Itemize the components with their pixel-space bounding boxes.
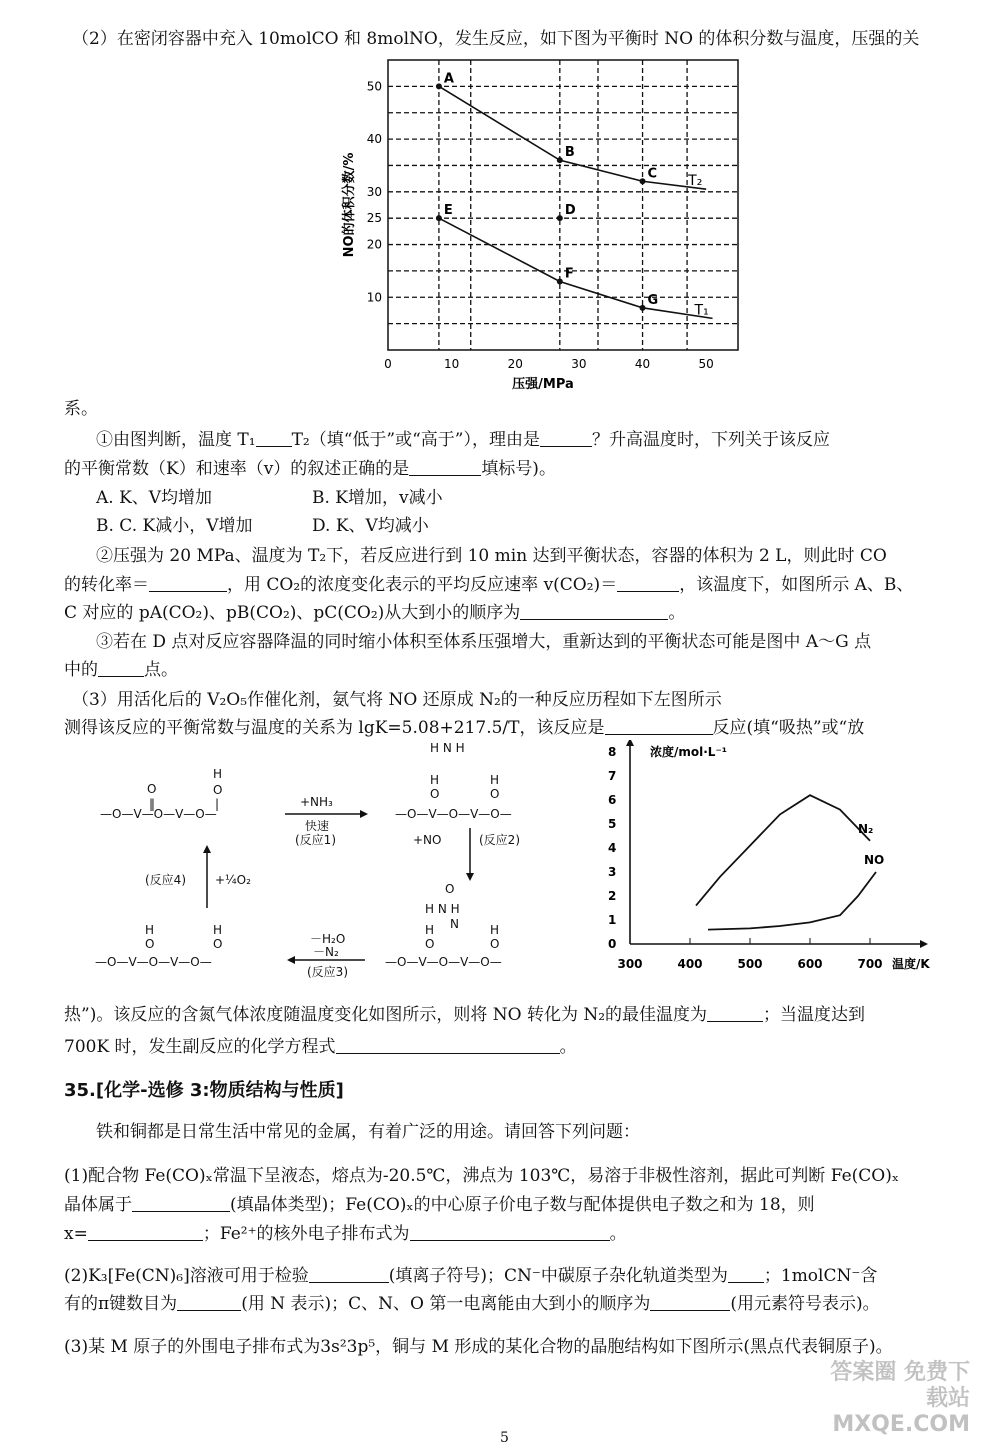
y-tick-label: 6 (608, 793, 617, 807)
q2-ii3b-text: 。 (668, 603, 686, 623)
answer-blank[interactable] (256, 430, 292, 447)
q35-p2a-text: (2)K₃[Fe(CN)₆]溶液可用于检验 (64, 1266, 309, 1286)
q35-p1e-text: ；Fe²⁺的核外电子排布式为 (202, 1224, 410, 1244)
label-r2: (反应2) (479, 833, 520, 847)
y-tick-label: 10 (366, 290, 382, 305)
data-point (436, 215, 442, 221)
q3-line3a-text: 热”)。该反应的含氮气体浓度随温度变化如图所示，则将 NO 转化为 N₂的最佳温度为 (64, 1005, 708, 1025)
label-r3: (反应3) (307, 965, 348, 978)
y-tick-label: 1 (608, 913, 617, 927)
q2-iii2a-text: 中的 (64, 660, 98, 680)
q35-p1d-text: x= (64, 1224, 88, 1244)
q3-line2b-text: 反应(填“吸热”或“放 (712, 718, 865, 738)
x-axis-arrow (920, 940, 928, 948)
label-r1: (反应1) (295, 833, 336, 847)
o-atom: O (213, 783, 223, 797)
q35-p1c-text: (填晶体类型)；Fe(CO)ₓ的中心原子价电子数与配体提供电子数之和为 18，则 (230, 1195, 815, 1215)
answer-blank[interactable] (540, 430, 592, 447)
label-n2: －N₂ (313, 945, 339, 959)
y-tick-label: 3 (608, 865, 617, 879)
y-tick-label: 25 (366, 211, 382, 226)
watermark-logo: 答案圈 免费下载站 MXQE.COM (830, 1360, 970, 1437)
q2-iii2b-text: 点。 (144, 660, 178, 680)
option-c: B. C. K减小，V增加 (96, 516, 253, 536)
answer-blank[interactable] (617, 575, 679, 592)
q2-cont: 系。 (64, 399, 98, 419)
q35-p2c-text: ；1molCN⁻含 (763, 1266, 878, 1286)
label-h2o: －H₂O (310, 932, 346, 946)
h-atom: H (490, 923, 500, 937)
q2-ii1-line: ②压强为 20 MPa、温度为 T₂下，若反应进行到 10 min 达到平衡状态，容器的体积为 2 L，则此时 CO (96, 546, 887, 566)
series-line (708, 872, 876, 930)
answer-blank[interactable] (728, 1266, 764, 1283)
page-number: 5 (500, 1430, 509, 1446)
y-tick-label: 20 (366, 237, 382, 252)
point-label: A (443, 71, 454, 87)
o-atom: O (490, 787, 500, 801)
q35-p1-line3 (64, 1223, 627, 1245)
q2-i1b-text: T₂（填“低于”或“高于”），理由是 (291, 430, 540, 450)
data-point (640, 305, 646, 311)
q3-line4a-text: 700K 时，发生副反应的化学方程式 (64, 1037, 336, 1057)
answer-blank[interactable] (149, 575, 227, 592)
data-point (557, 157, 563, 163)
q3-line3b-text: ；当温度达到 (763, 1005, 866, 1025)
oxo-group: O (147, 782, 157, 796)
label-fast: 快速 (305, 819, 330, 833)
o-atom: O (213, 937, 223, 951)
option-d: D. K、V均减小 (312, 516, 429, 536)
label-r4: (反应4) (145, 873, 186, 887)
n-atom: N (450, 917, 459, 931)
x-axis-label: 压强/MPa (512, 377, 574, 392)
y-tick-label: 0 (608, 937, 617, 951)
q35-p2f-text: (用元素符号表示)。 (730, 1294, 880, 1314)
point-label: C (647, 166, 658, 182)
concentration-chart (590, 740, 955, 975)
x-tick-label: 40 (634, 357, 651, 371)
q2-i1c-text: ？升高温度时，下列关于该反应 (591, 430, 830, 450)
series-label: T₁ (694, 302, 709, 319)
q35-p2e-text: (用 N 表示)；C、N、O 第一电离能由大到小的顺序为 (241, 1294, 651, 1314)
x-tick-label: 30 (571, 357, 587, 371)
q3-line4 (64, 1036, 577, 1058)
answer-blank[interactable] (88, 1224, 203, 1241)
data-point (640, 178, 646, 184)
q2-intro-line: （2）在密闭容器中充入 10molCO 和 8molNO，发生反应，如下图为平衡时 NO 的体积分数与温度，压强的关 (72, 29, 920, 49)
answer-blank[interactable] (605, 718, 713, 735)
o-atom: O (425, 937, 435, 951)
q35-p1f-text: 。 (609, 1224, 627, 1244)
bond-line: | (215, 797, 220, 811)
series-label: NO (864, 853, 885, 867)
q2-iii2-line (64, 659, 178, 681)
x-tick-label: 10 (443, 357, 460, 371)
reaction-mechanism-diagram (95, 738, 565, 978)
series-line (439, 86, 706, 189)
o-atom: O (490, 937, 500, 951)
x-tick-label: 20 (507, 357, 523, 371)
answer-blank[interactable] (520, 603, 668, 620)
q2-i2-line (64, 458, 556, 480)
q35-p2-line2 (64, 1293, 880, 1315)
y-tick-label: 2 (608, 889, 617, 903)
q35-p1-line2 (64, 1194, 815, 1216)
point-label: E (443, 203, 453, 219)
y-tick-label: 7 (608, 769, 617, 783)
label-nh3: +NH₃ (300, 795, 333, 809)
q2-ii3-line (64, 602, 685, 624)
q3-line1: （3）用活化后的 V₂O₅作催化剂，氨气将 NO 还原成 N₂的一种反应历程如下左图所示 (72, 690, 722, 710)
o-atom: O (430, 787, 440, 801)
answer-blank[interactable] (409, 459, 481, 476)
x-tick-label: 700 (857, 957, 883, 971)
q2-i2b-text: 填标号)。 (481, 459, 556, 479)
h-atom: H (430, 773, 440, 787)
q2-ii2b-text: ，用 CO₂的浓度变化表示的平均反应速率 v(CO₂)＝ (227, 575, 618, 595)
point-label: G (647, 292, 659, 308)
y-tick-label: 8 (608, 745, 617, 759)
no-fraction-chart (335, 52, 755, 397)
y-axis-arrow (626, 740, 634, 746)
q3-line4b-text: 。 (559, 1037, 577, 1057)
vanadium-chain: —O—V—O—V—O— (395, 807, 512, 821)
x-tick-label: 50 (698, 357, 714, 371)
series-label: N₂ (858, 821, 874, 836)
h-atom: H (213, 923, 223, 937)
q35-p3-line: (3)某 M 原子的外围电子排布式为3s²3p⁵，铜与 M 形成的某化合物的晶胞结构如下图所示(黑点代表铜原子)。 (64, 1337, 893, 1357)
y-tick-label: 5 (608, 817, 617, 831)
q3-line3 (64, 1004, 865, 1026)
h-atom: H (425, 923, 435, 937)
series-line (696, 795, 870, 905)
q2-ii3a-text: C 对应的 pA(CO₂)、pB(CO₂)、pC(CO₂)从大到小的顺序为 (64, 603, 521, 623)
q2-ii2-line (64, 574, 913, 596)
point-label: F (564, 266, 574, 282)
vanadium-chain: —O—V—O—V—O— (100, 807, 217, 821)
answer-blank[interactable] (336, 1037, 560, 1054)
q35-p2d-text: 有的π键数目为 (64, 1294, 178, 1314)
y-axis-label: 浓度/mol·L⁻¹ (650, 745, 728, 759)
answer-blank[interactable] (177, 1294, 241, 1311)
x-axis-label: 温度/K (892, 957, 930, 971)
answer-blank[interactable] (98, 660, 144, 677)
point-label: B (564, 145, 575, 161)
x-tick-label: 600 (797, 957, 823, 971)
q2-ii2c-text: ，该温度下，如图所示 A、B、 (679, 575, 914, 595)
data-point (557, 278, 563, 284)
y-tick-label: 4 (608, 841, 617, 855)
y-tick-label: 30 (366, 184, 382, 199)
answer-blank[interactable] (309, 1266, 389, 1283)
option-b: B. K增加，v减小 (312, 488, 443, 508)
o-atom: O (145, 937, 155, 951)
nn-group: H N H (425, 902, 460, 916)
q2-i1-text: ①由图判断，温度 T₁ (96, 430, 256, 450)
answer-blank[interactable] (707, 1005, 763, 1022)
answer-blank[interactable] (410, 1224, 610, 1241)
series-label: T₂ (688, 173, 703, 190)
y-tick-label: 50 (366, 79, 382, 94)
x-tick-label: 300 (617, 957, 643, 971)
q3-line2 (64, 717, 864, 739)
x-tick-label: 0 (384, 357, 392, 371)
h-atom: H (145, 923, 155, 937)
answer-blank[interactable] (650, 1294, 730, 1311)
bond-line: ‖ (149, 797, 155, 811)
q35-p1b-text: 晶体属于 (64, 1195, 132, 1215)
q35-p2-line1 (64, 1265, 877, 1287)
o-atom: O (445, 882, 455, 896)
q2-iii1-line: ③若在 D 点对反应容器降温的同时缩小体积至体系压强增大，重新达到的平衡状态可能是图中 A～G 点 (96, 632, 872, 652)
q35-p1-line1: (1)配合物 Fe(CO)ₓ常温下呈液态，熔点为-20.5℃，沸点为 103℃，易溶于非极性溶剂，据此可判断 Fe(CO)ₓ (64, 1166, 900, 1186)
data-point (436, 83, 442, 89)
nh-group: H N H (430, 741, 465, 755)
data-point (557, 215, 563, 221)
option-a: A. K、V均增加 (96, 488, 213, 508)
y-tick-label: 40 (366, 132, 382, 147)
answer-blank[interactable] (132, 1195, 230, 1212)
q2-i1-line (96, 429, 830, 451)
h-atom: H (213, 767, 223, 781)
label-no: +NO (413, 833, 442, 847)
q2-ii2a-text: 的转化率＝ (64, 575, 149, 595)
h-atom: H (490, 773, 500, 787)
point-label: D (564, 203, 576, 219)
q35-intro: 铁和铜都是日常生活中常见的金属，有着广泛的用途。请回答下列问题： (96, 1122, 640, 1142)
y-axis-label: NO的体积分数/% (342, 152, 357, 258)
q3-line2a-text: 测得该反应的平衡常数与温度的关系为 lgK=5.08+217.5/T，该反应是 (64, 718, 605, 738)
x-tick-label: 500 (737, 957, 763, 971)
q35-p2b-text: (填离子符号)；CN⁻中碳原子杂化轨道类型为 (388, 1266, 728, 1286)
section-35-heading: 35.[化学-选修 3:物质结构与性质] (64, 1080, 344, 1101)
vanadium-chain: —O—V—O—V—O— (95, 955, 212, 969)
label-o2: +¼O₂ (215, 873, 251, 887)
x-tick-label: 400 (677, 957, 703, 971)
plot-frame (388, 60, 738, 350)
q2-i2a-text: 的平衡常数（K）和速率（v）的叙述正确的是 (64, 459, 410, 479)
series-line (439, 218, 713, 318)
vanadium-chain: —O—V—O—V—O— (385, 955, 502, 969)
